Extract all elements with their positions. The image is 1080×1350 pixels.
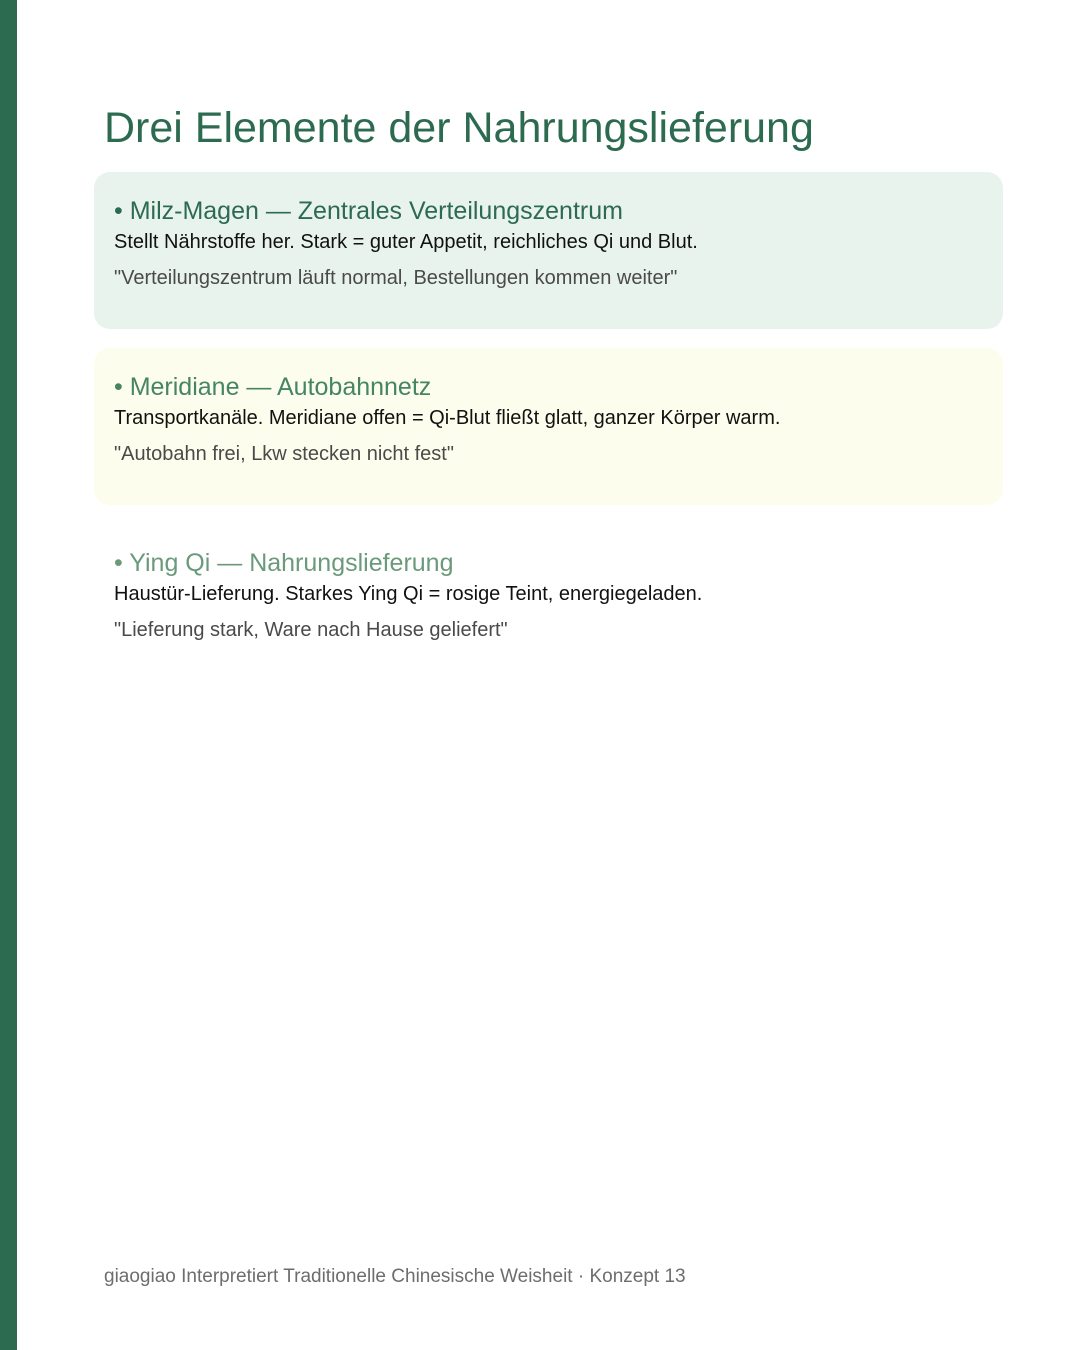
element-quote: "Verteilungszentrum läuft normal, Bestellungen kommen weiter" <box>114 267 678 289</box>
left-accent-bar <box>0 0 17 1350</box>
element-title: • Ying Qi — Nahrungslieferung <box>114 549 454 577</box>
element-card-milz-magen <box>94 172 1003 329</box>
element-quote: "Autobahn frei, Lkw stecken nicht fest" <box>114 443 454 465</box>
element-quote: "Lieferung stark, Ware nach Hause geliefert" <box>114 619 508 641</box>
element-description: Stellt Nährstoffe her. Stark = guter Appetit, reichliches Qi und Blut. <box>114 231 698 253</box>
element-description: Transportkanäle. Meridiane offen = Qi-Blut fließt glatt, ganzer Körper warm. <box>114 407 781 429</box>
element-description: Haustür-Lieferung. Starkes Ying Qi = rosige Teint, energiegeladen. <box>114 583 703 605</box>
page-footer: giaogiao Interpretiert Traditionelle Chinesische Weisheit · Konzept 13 <box>104 1266 686 1287</box>
element-title: • Milz-Magen — Zentrales Verteilungszentrum <box>114 197 623 225</box>
element-title: • Meridiane — Autobahnnetz <box>114 373 432 401</box>
element-card-meridiane <box>94 348 1003 505</box>
element-card-ying-qi <box>94 524 1003 681</box>
page-title: Drei Elemente der Nahrungslieferung <box>104 104 814 152</box>
